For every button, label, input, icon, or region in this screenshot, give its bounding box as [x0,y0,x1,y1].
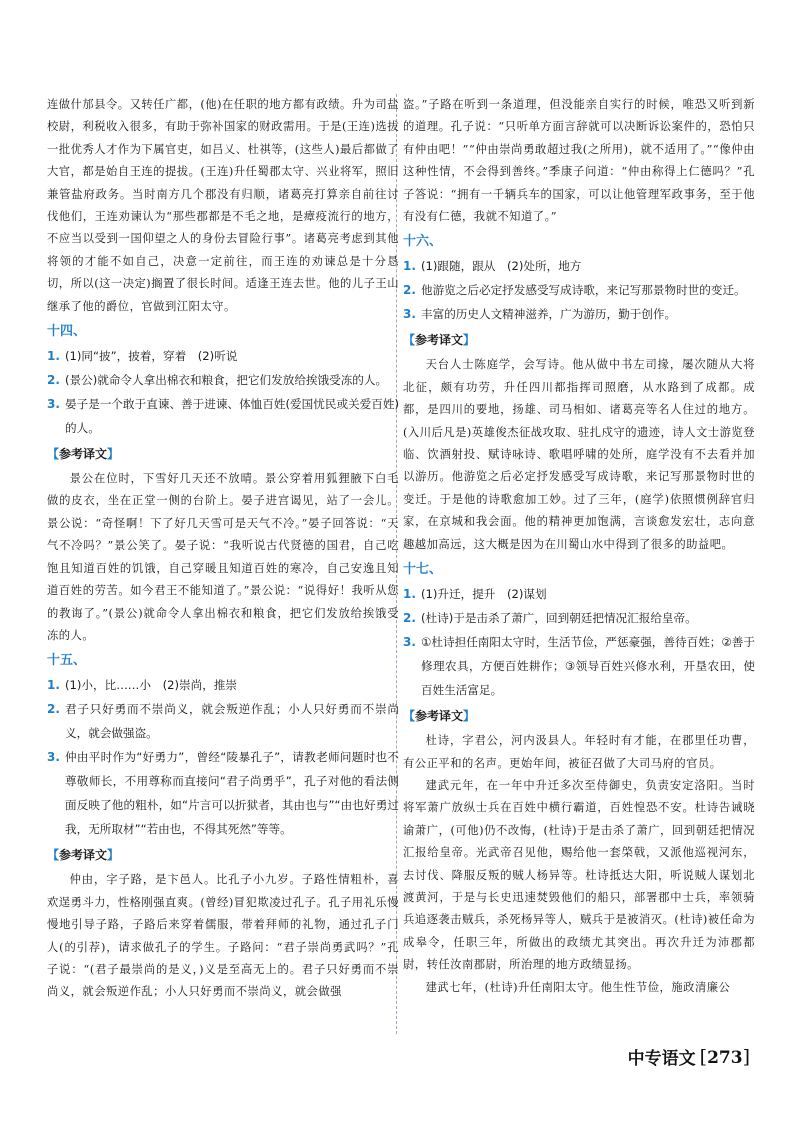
answer-number: 2. [47,702,60,717]
answer-number: 3. [403,307,416,322]
answer-text: (景公)就命令人拿出棉衣和粮食，把它们发放给挨饿受冻的人。 [65,373,388,388]
page-footer [628,1044,750,1069]
answer-number: 2. [47,373,60,388]
right-column [403,94,755,999]
answer-number: 1. [403,259,416,274]
answer-number: 1. [403,587,416,602]
continued-translation-text: 盗。”子路在听到一条道理，但没能亲自实行的时候，唯恐又听到新的道理。孔子说：“只听单方面言辞就可以决断诉讼案件的，恐怕只有仲由吧！”“仲由崇尚勇敢超过我(之所用)，就不适用了。”“像仲由这种性情，不会得到善终。”季康子问道：“仲由称得上仁德吗？”孔子答说：“拥有一千辆兵车的国家，可以让他管理军政事务，至于他有没有仁德，我就不知道了。” [403,98,755,224]
reference-translation-label: 【参考译文】 [47,447,120,462]
answer-text: (1)跟随，跟从 (2)处所，地方 [421,259,582,274]
section-15-heading: 十五、 [47,653,87,669]
answer-text: (1)同“披”，披着，穿着 (2)听说 [65,349,238,364]
reference-translation-label: 【参考译文】 [403,333,476,348]
answer-text: ①杜诗担任南阳太守时，生活节俭，严惩豪强，善待百姓；②善于修理农具，方便百姓耕作；③领导百姓兴修水利，开垦农田，使百姓生活富足。 [421,635,755,698]
answer-item [403,582,755,606]
answer-number: 1. [47,349,60,364]
answer-text: (1)小，比……小 (2)崇尚，推崇 [65,678,237,693]
answer-number: 2. [403,283,416,298]
reference-translation-text: 建武元年，在一年中升迁多次至侍御史，负责安定洛阳。当时将军萧广放纵士兵在百姓中横行霸道，百姓惶恐不安。杜诗告诫晓谕萧广，(可他)仍不改悔，(杜诗)于是击杀了萧广，回到朝廷把情况汇报给皇帝。光武帝召见他，赐给他一套棨戟，又派他巡视河东，去讨伐、降服反叛的贼人杨异等。杜诗抵达大阳，听说贼人谋划北渡黄河，于是与长史迅速焚毁他们的船只，部署郡中士兵，率领骑兵追逐袭击贼兵，杀死杨异等人，贼兵于是被消灭。(杜诗)被任命为成皋令，任职三年，所做出的政绩尤其突出。再次升迁为沛郡都尉，转任汝南郡尉，所治理的地方政绩显扬。 [403,778,755,972]
answer-item [403,254,755,278]
answer-item [47,673,399,697]
page-number: [273] [699,1045,750,1068]
answer-text: (1)升迁，提升 (2)谋划 [421,587,547,602]
answer-item [403,606,755,630]
answer-number: 1. [47,678,60,693]
section-14-heading: 十四、 [47,324,87,340]
answer-item [47,392,399,440]
reference-translation-label: 【参考译文】 [47,848,120,863]
answer-text: 丰富的历史人文精神滋养，广为游历，勤于创作。 [421,307,677,322]
reference-translation-text: 天台人士陈庭学，会写诗。他从做中书左司掾，屡次随从大将北征，颇有功劳，升任四川都指挥司照磨，从水路到了成都。成都，是四川的要地，扬雄、司马相如、诸葛亮等名人住过的地方。(入川后凡是)英雄俊杰征战攻取、驻扎戍守的遗迹，诗人文士游览登临、饮酒射投、赋诗咏诗、歌唱呼啸的处所，庭学没有不去看并加以游历。他游览之后必定抒发感受写成诗歌，来记写那景物时世的变迁。于是他的诗歌愈加工妙。过了三年，(庭学)依照惯例辞官归家，在京城和我会面。他的精神更加饱满，言谈愈发宏壮，志向意趣越加高远，这大概是因为在川蜀山水中得到了很多的助益吧。 [403,358,755,551]
answer-item [403,630,755,702]
reference-translation-label: 【参考译文】 [403,709,476,724]
answer-item [47,368,399,392]
answer-text: 晏子是一个敢于直谏、善于进谏、体恤百姓(爱国忧民或关爱百姓)的人。 [65,397,399,436]
section-16-heading: 十六、 [403,234,443,250]
reference-translation-text: 仲由，字子路，是卞邑人。比孔子小九岁。子路性情粗朴，喜欢逞勇斗力，性格刚强直爽。(曾经)冒犯欺凌过孔子。孔子用礼乐慢慢地引导子路，子路后来穿着儒服，带着拜师的礼物，通过孔子门人(的引荐)，请求做孔子的学生。子路问：“君子崇尚勇武吗？”孔子说：“(君子最崇尚的是义，)义是至高无上的。君子只好勇而不崇尚义，就会叛逆作乱；小人只好勇而不崇尚义，就会做强 [47,873,399,999]
answer-number: 3. [47,397,60,412]
answer-item [47,344,399,368]
answer-text: 仲由平时作为“好勇力”，曾经“陵暴孔子”，请教老师问题时也不尊敬师长，不用尊称而直接问“君子尚勇乎”，孔子对他的看法侧面反映了他的粗朴，如“片言可以折狱者，其由也与”“由也好勇过我，无所取材”“若由也，不得其死然”等等。 [65,750,399,837]
answer-number: 3. [403,635,416,650]
left-column [47,94,399,1004]
answer-item [47,745,399,841]
answer-number: 2. [403,611,416,626]
answer-item [403,302,755,326]
reference-translation-text: 建武七年，(杜诗)升任南阳太守。他生性节俭，施政清廉公 [425,980,731,994]
answer-text: 他游览之后必定抒发感受写成诗歌，来记写那景物时世的变迁。 [421,283,746,298]
continued-translation-text: 连做什邡县令。又转任广都，(他)在任职的地方都有政绩。升为司盐校尉，利税收入很多，有助于弥补国家的财政需用。于是(王连)选拔一批优秀人才作为下属官吏，如吕乂、杜祺等，(这些人)最后都做了大官，都是始自王连的提拔。(王连)升任蜀郡太守、兴业将军，照旧兼管盐府政务。当时南方几个郡没有归顺，诸葛亮打算亲自前往讨伐他们，王连劝谏认为“那些郡都是不毛之地，是瘴疫流行的地方，不应当以受到一国仰望之人的身份去冒险行事”。诸葛亮考虑到其他将领的才能不如自己，决意一定前往，而王连的劝谏总是十分恳切，所以(这一决定)搁置了很长时间。适逢王连去世。他的儿子王山继承了他的爵位，官做到江阳太守。 [47,98,399,313]
answer-text: 君子只好勇而不崇尚义，就会叛逆作乱；小人只好勇而不崇尚义，就会做强盗。 [65,702,399,741]
answer-item [403,278,755,302]
book-title: 中专语文 [627,1049,696,1069]
reference-translation-text: 杜诗，字君公，河内汲县人。年轻时有才能，在郡里任功曹，有公正平和的名声。更始年间，被征召做了大司马府的官员。 [403,734,755,770]
answer-number: 3. [47,750,60,765]
reference-translation-text: 景公在位时，下雪好几天还不放晴。景公穿着用狐狸腋下白毛做的皮衣，坐在正堂一侧的台阶上。晏子进宫谒见，站了一会儿。景公说：“奇怪啊！下了好几天雪可是天气不冷。”晏子回答说：“天气不冷吗？”景公笑了。晏子说：“我听说古代贤德的国君，自己吃饱且知道百姓的饥饿，自己穿暖且知道百姓的寒冷，自己安逸且知道百姓的劳苦。如今君王不能知道了。”景公说：“说得好！我听从您的教诲了。”(景公)就命令人拿出棉衣和粮食，把它们发放给挨饿受冻的人。 [47,472,399,642]
section-17-heading: 十七、 [403,562,443,578]
answer-item [47,697,399,745]
answer-text: (杜诗)于是击杀了萧广，回到朝廷把情况汇报给皇帝。 [421,611,697,626]
